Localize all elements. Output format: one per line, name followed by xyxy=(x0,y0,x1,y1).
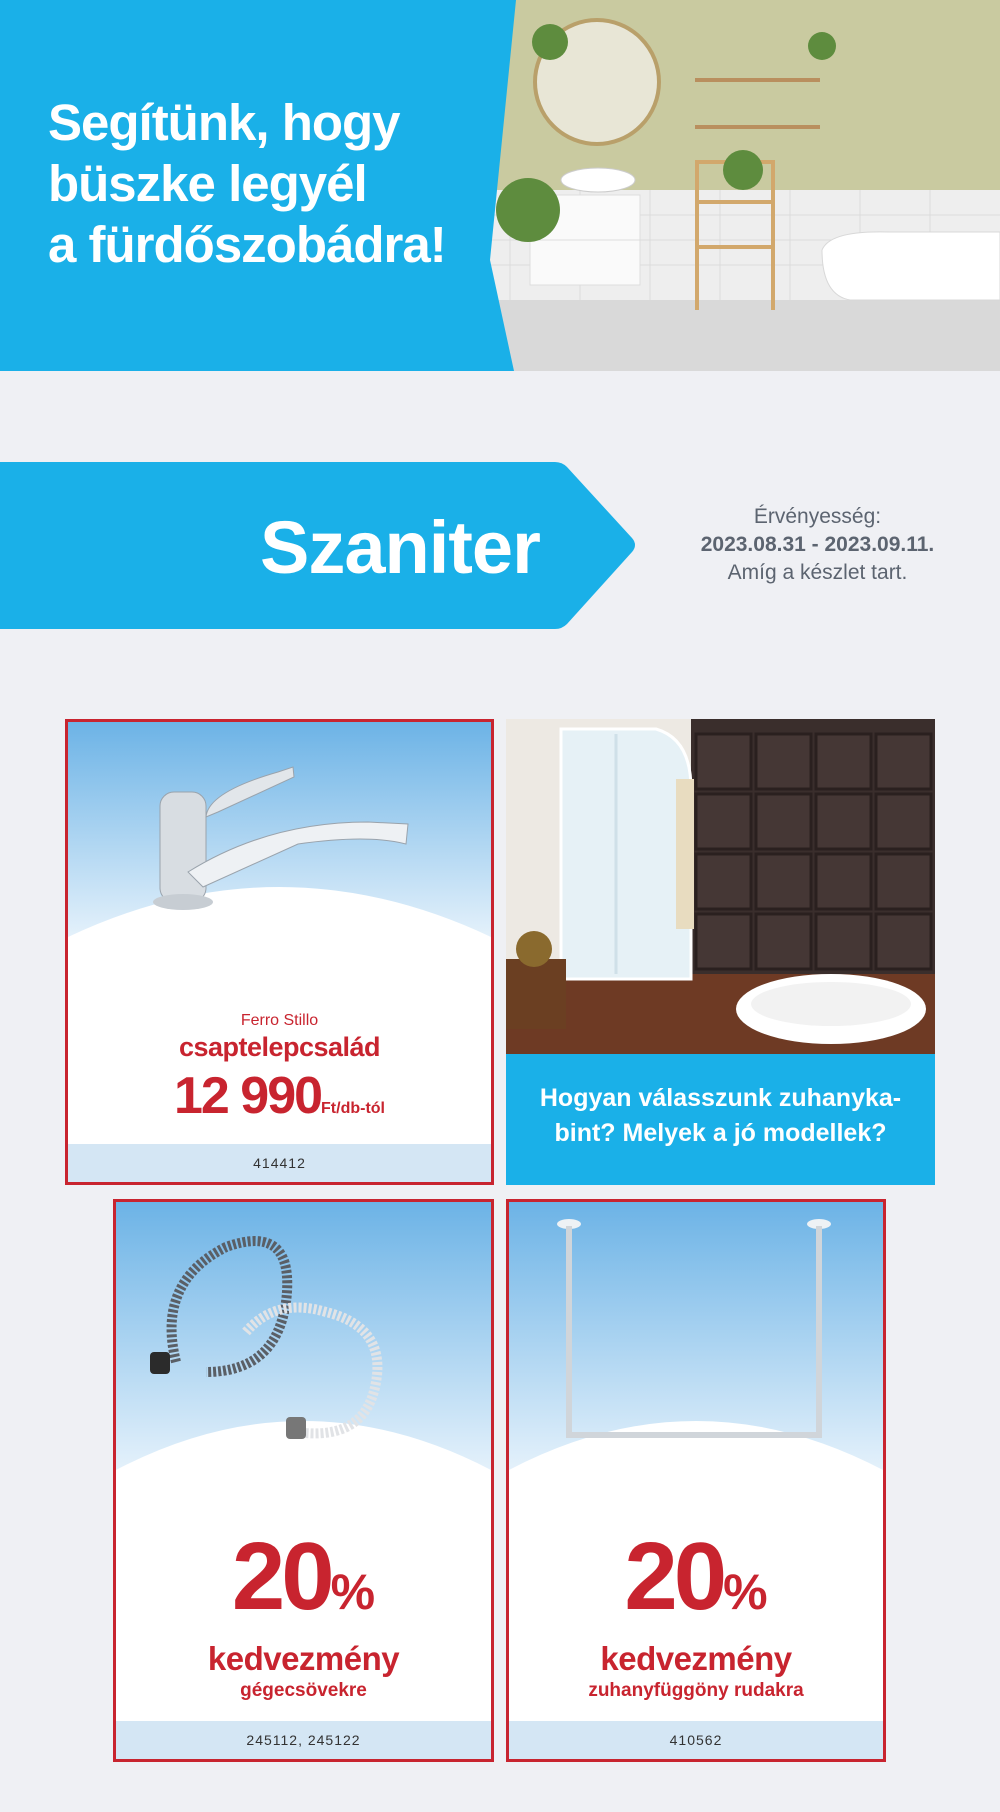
section-title: Szaniter xyxy=(260,506,540,589)
validity-dates: 2023.08.31 - 2023.09.11. xyxy=(700,533,935,556)
article-card-shower-cabins[interactable] xyxy=(506,719,935,1185)
hero-title-line-3: a fürdőszobádra! xyxy=(48,216,446,273)
discount-percent-sign: % xyxy=(723,1564,768,1620)
discount-target: gégecsövekre xyxy=(240,1680,367,1701)
product-card-hoses[interactable] xyxy=(113,1199,494,1762)
product-name: csaptelepcsalád xyxy=(178,1032,381,1062)
article-headline[interactable] xyxy=(506,1081,935,1151)
product-code: 414412 xyxy=(68,1144,491,1182)
discount-word: kedvezmény xyxy=(207,1640,400,1677)
article-headline-line-2: bint? Melyek a jó modellek? xyxy=(554,1119,887,1147)
article-headline-line-1: Hogyan válasszunk zuhanyka- xyxy=(539,1084,902,1112)
discount-value: 20 xyxy=(624,1523,724,1630)
validity-note: Amíg a készlet tart. xyxy=(727,561,908,584)
product-code: 245112, 245122 xyxy=(116,1721,491,1759)
discount-percent xyxy=(509,1522,883,1632)
product-card-faucet[interactable] xyxy=(65,719,494,1185)
hero-title-line-2: büszke legyél xyxy=(48,155,367,212)
product-code: 410562 xyxy=(509,1721,883,1759)
discount-word: kedvezmény xyxy=(600,1640,792,1677)
hero-title xyxy=(48,92,488,275)
discount-target: zuhanyfüggöny rudakra xyxy=(588,1680,804,1701)
product-price xyxy=(68,1066,491,1126)
price-unit: Ft/db-tól xyxy=(321,1100,385,1117)
validity-info xyxy=(660,503,975,587)
product-card-curtain-rod[interactable] xyxy=(506,1199,886,1762)
product-brand: Ferro Stillo xyxy=(240,1012,319,1029)
hero-title-line-1: Segítünk, hogy xyxy=(48,94,400,151)
hero-banner[interactable] xyxy=(0,0,1000,371)
discount-percent-sign: % xyxy=(330,1564,376,1620)
discount-value: 20 xyxy=(231,1523,331,1630)
discount-percent xyxy=(116,1522,491,1632)
price-value: 12 990 xyxy=(173,1067,322,1125)
validity-label: Érvényesség: xyxy=(753,505,882,528)
shower-cabin-image xyxy=(506,719,935,1054)
